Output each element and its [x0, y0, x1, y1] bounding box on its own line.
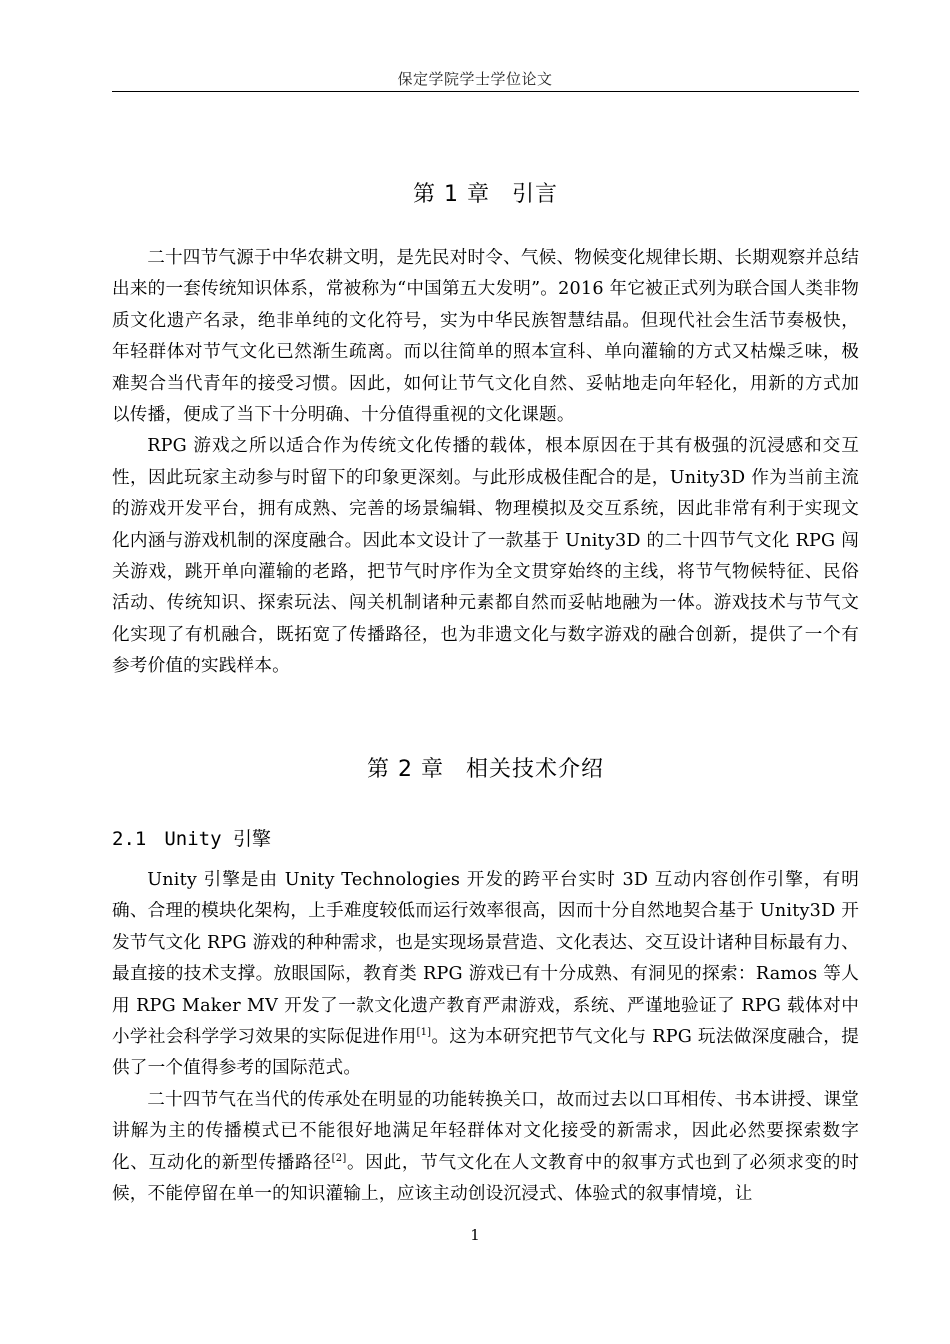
- chapter-1-paragraph-1: 二十四节气源于中华农耕文明，是先民对时令、气候、物候变化规律长期、长期观察并总结出来的一套传统知识体系，常被称为“中国第五大发明”。2016 年它被正式列为联合国人类非物质文化遗产名录，绝非单纯的文化符号，实为中华民族智慧结晶。但现代社会生活节奏极快，年轻群体对节气文化已然渐生疏离。而以往简单的照本宣科、单向灌输的方式又枯燥乏味，极难契合当代青年的接受习惯。因此，如何让节气文化自然、妥帖地走向年轻化，用新的方式加以传播，便成了当下十分明确、十分值得重视的文化课题。: [112, 248, 859, 426]
- chapter-1-title: [112, 180, 859, 210]
- citation-ref-2[interactable]: [2]: [331, 1152, 347, 1164]
- running-header: 保定学院学士学位论文: [397, 70, 553, 88]
- chapter-2-heading-block: [112, 755, 859, 785]
- paragraph-text: 二十四节气在当代的传承处在明显的功能转换关口，故而过去以口耳相传、书本讲授、课堂讲解为主的传播模式已不能很好地满足年轻群体对文化接受的新需求，因此必然要探索数字化、互动化的新型传播路径: [112, 1089, 859, 1173]
- chapter-2-number: 第 2 章: [367, 757, 444, 782]
- section-2-1-body: [112, 865, 859, 1210]
- paragraph-text: 。这为本研究把节气文化与 RPG 玩法做深度融合，提供了一个值得参考的国际范式。: [112, 1027, 859, 1079]
- chapter-1-body: [112, 243, 859, 683]
- chapter-2-name: 相关技术介绍: [465, 757, 604, 782]
- section-2-1-heading-block: [112, 825, 859, 853]
- header-divider: [112, 91, 859, 92]
- chapter-2-title: [112, 755, 859, 785]
- section-2-1-paragraph-2: [112, 1085, 859, 1211]
- section-2-1-paragraph-1: [112, 865, 859, 1085]
- section-2-1-name: Unity 引擎: [164, 828, 271, 850]
- paragraph-text: 。因此，节气文化在人文教育中的叙事方式也到了必须求变的时候，不能停留在单一的知识灌输上，应该主动创设沉浸式、体验式的叙事情境，让: [112, 1152, 859, 1205]
- chapter-1-paragraph-2: RPG 游戏之所以适合作为传统文化传播的载体，根本原因在于其有极强的沉浸感和交互性，因此玩家主动参与时留下的印象更深刻。与此形成极佳配合的是，Unity3D 作为当前主流的游戏开发平台，拥有成熟、完善的场景编辑、物理模拟及交互系统，因此非常有利于实现文化内涵与游戏机制的深度融合。因此本文设计了一款基于 Unity3D 的二十四节气文化 RPG 闯关游戏，跳开单向灌输的老路，把节气时序作为全文贯穿始终的主线，将节气物候特征、民俗活动、传统知识、探索玩法、闯关机制诸种元素都自然而妥帖地融为一体。游戏技术与节气文化实现了有机融合，既拓宽了传播路径，也为非遗文化与数字游戏的融合创新，提供了一个有参考价值的实践样本。: [112, 436, 859, 677]
- section-2-1-number: 2.1: [112, 828, 147, 850]
- chapter-1-heading-block: [112, 180, 859, 210]
- page-number: 1: [470, 1226, 480, 1244]
- citation-ref-1[interactable]: [1]: [416, 1027, 432, 1039]
- section-2-1-title: [112, 825, 859, 853]
- paragraph-text: Unity 引擎是由 Unity Technologies 开发的跨平台实时 3D 互动内容创作引擎，有明确、合理的模块化架构，上手难度较低而运行效率很高，因而十分自然地契合基于 Unity3D 开发节气文化 RPG 游戏的种种需求，也是实现场景营造、文化表达、交互设计诸种目标最有力、最直接的技术支撑。放眼国际，教育类 RPG 游戏已有十分成熟、有洞见的探索：Ramos 等人用 RPG Maker MV 开发了一款文化遗产教育严肃游戏，系统、严谨地验证了 RPG 载体对中小学社会科学学习效果的实际促进作用: [112, 870, 859, 1048]
- chapter-1-name: 引言: [511, 182, 558, 207]
- chapter-1-number: 第 1 章: [413, 182, 490, 207]
